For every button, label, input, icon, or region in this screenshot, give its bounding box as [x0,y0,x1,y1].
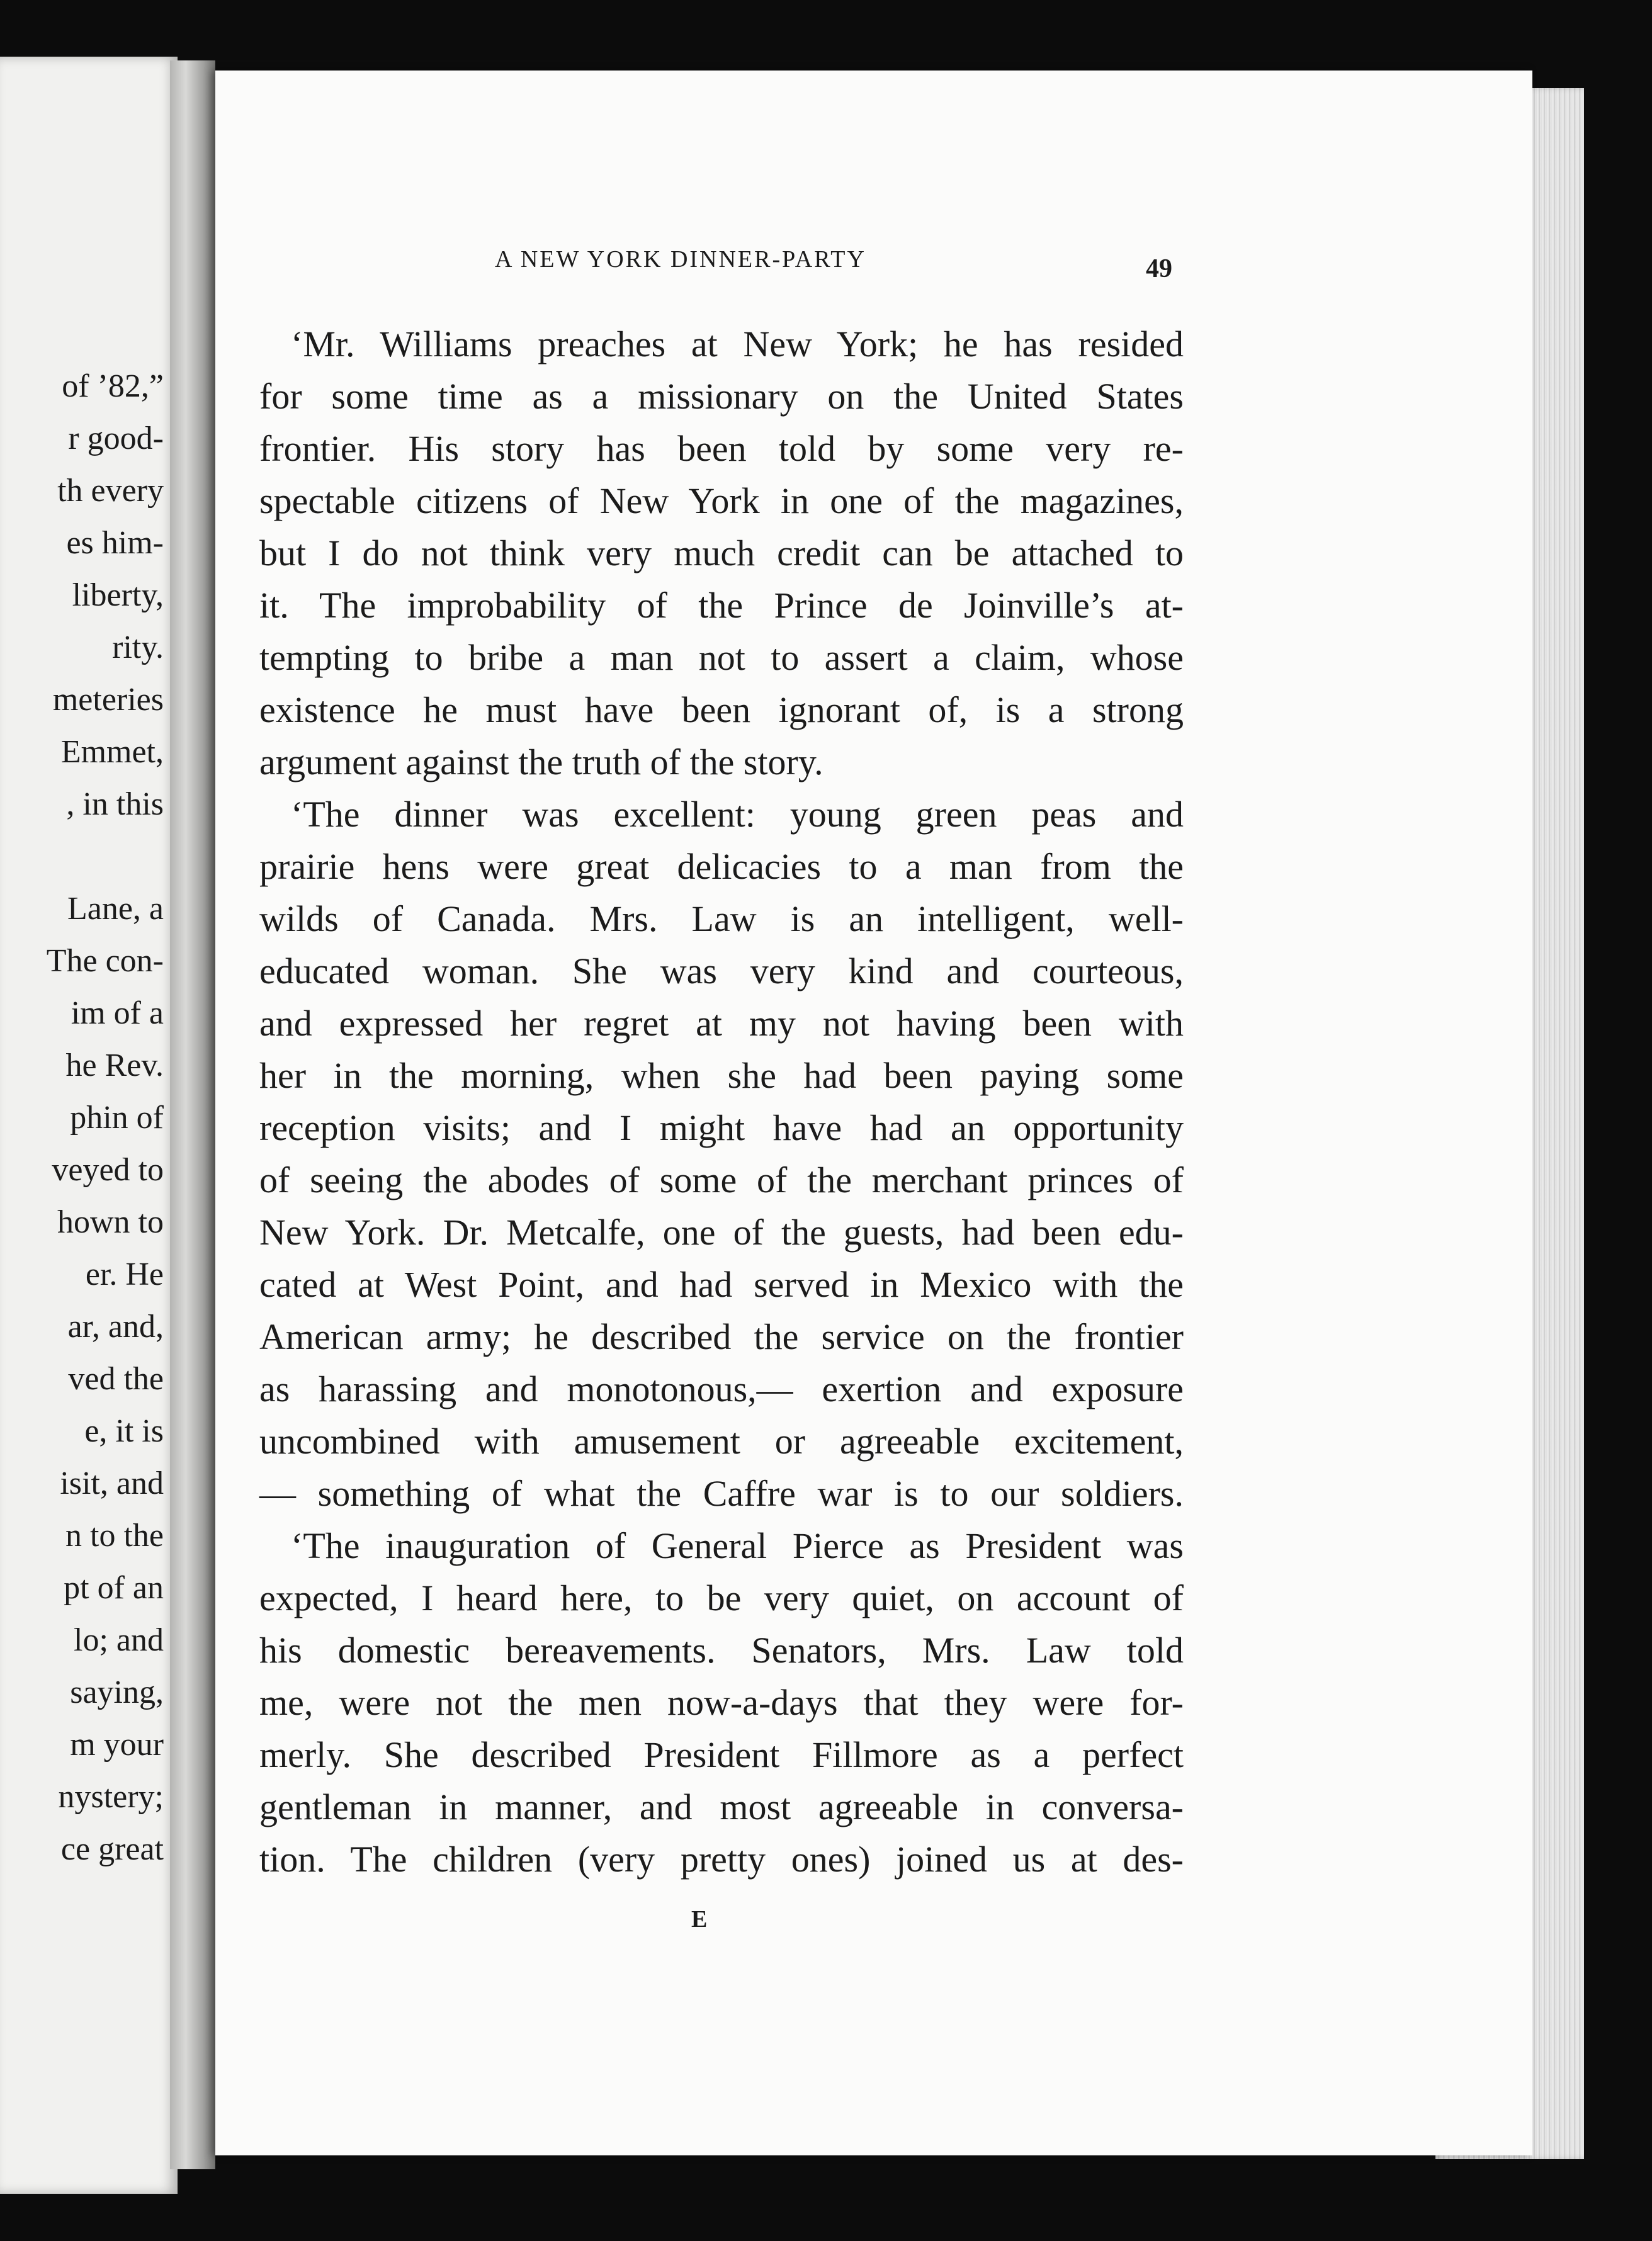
left-page-line: veyed to [52,1152,164,1188]
left-page-line: hown to [57,1204,164,1240]
text-line: wilds of Canada. Mrs. Law is an intelligent, well- [259,898,1184,939]
left-page-line: isit, and [60,1465,164,1501]
book-gutter [170,60,215,2169]
text-line: educated woman. She was very kind and courteous, [259,951,1184,991]
left-page-line: n to the [65,1518,164,1554]
text-line: but I do not think very much credit can be attached to [259,533,1184,573]
left-page-line: pt of an [64,1570,164,1606]
running-head: A NEW YORK DINNER-PARTY [495,246,866,273]
left-page-line: e, it is [84,1413,164,1449]
text-line: ‘The inauguration of General Pierce as President was [291,1525,1184,1566]
left-page [0,57,178,2194]
left-page-line: lo; and [74,1622,164,1658]
text-line: reception visits; and I might have had an opportunity [259,1107,1184,1148]
text-line: tion. The children (very pretty ones) joined us at des- [259,1839,1184,1880]
text-line: uncombined with amusement or agreeable excitement, [259,1421,1184,1462]
left-page-line: nystery; [58,1779,164,1815]
text-line: New York. Dr. Metcalfe, one of the guests, had been edu- [259,1212,1184,1253]
text-line: ‘The dinner was excellent: young green peas and [291,794,1184,835]
page-number: 49 [1146,254,1172,283]
left-page-line: im of a [71,995,164,1031]
text-line: existence he must have been ignorant of, is a strong [259,689,1184,730]
text-line: argument against the truth of the story. [259,742,823,782]
left-page-line: th every [57,473,164,509]
text-line: and expressed her regret at my not having been with [259,1003,1184,1044]
left-page-line: The con- [46,943,164,979]
left-page-line: r good- [68,421,164,456]
left-page-line: es him- [66,525,164,561]
left-page-line: Emmet, [60,734,164,770]
text-line: me, were not the men now-a-days that they were for- [259,1682,1184,1723]
text-line: tempting to bribe a man not to assert a claim, whose [259,637,1184,678]
text-line: her in the morning, when she had been paying some [259,1055,1184,1096]
text-line: ‘Mr. Williams preaches at New York; he has resided [291,324,1184,364]
left-page-line: Lane, a [67,891,164,927]
text-line: frontier. His story has been told by some very re- [259,428,1184,469]
left-page-line: ar, and, [67,1309,164,1345]
text-line: prairie hens were great delicacies to a man from the [259,846,1184,887]
text-line: as harassing and monotonous,— exertion and exposure [259,1369,1184,1409]
text-line: American army; he described the service on the frontier [259,1316,1184,1357]
left-page-line: meteries [52,682,164,718]
text-line: for some time as a missionary on the United States [259,376,1184,417]
left-page-line: of ’82,” [62,368,164,404]
text-line: expected, I heard here, to be very quiet, on account of [259,1578,1184,1618]
text-line: of seeing the abodes of some of the merchant princes of [259,1160,1184,1200]
left-page-line: m your [70,1727,164,1763]
signature-mark: E [691,1906,708,1933]
left-page-line: ce great [60,1831,164,1867]
text-line: cated at West Point, and had served in Mexico with the [259,1264,1184,1305]
left-page-line: liberty, [72,577,164,613]
text-line: merly. She described President Fillmore as a perfect [259,1734,1184,1775]
left-page-line: he Rev. [65,1047,164,1083]
text-line: gentleman in manner, and most agreeable in conversa- [259,1787,1184,1827]
left-page-line: , in this [66,786,164,822]
left-page-line: ved the [68,1361,164,1397]
text-line: — something of what the Caffre war is to our soldiers. [259,1473,1184,1514]
text-line: his domestic bereavements. Senators, Mrs. Law told [259,1630,1184,1671]
text-line: spectable citizens of New York in one of the magazines, [259,480,1184,521]
left-page-line: er. He [85,1256,164,1292]
left-page-line: saying, [70,1674,164,1710]
text-line: it. The improbability of the Prince de Joinville’s at- [259,585,1184,626]
left-page-line: rity. [112,629,164,665]
left-page-line: phin of [70,1100,164,1136]
